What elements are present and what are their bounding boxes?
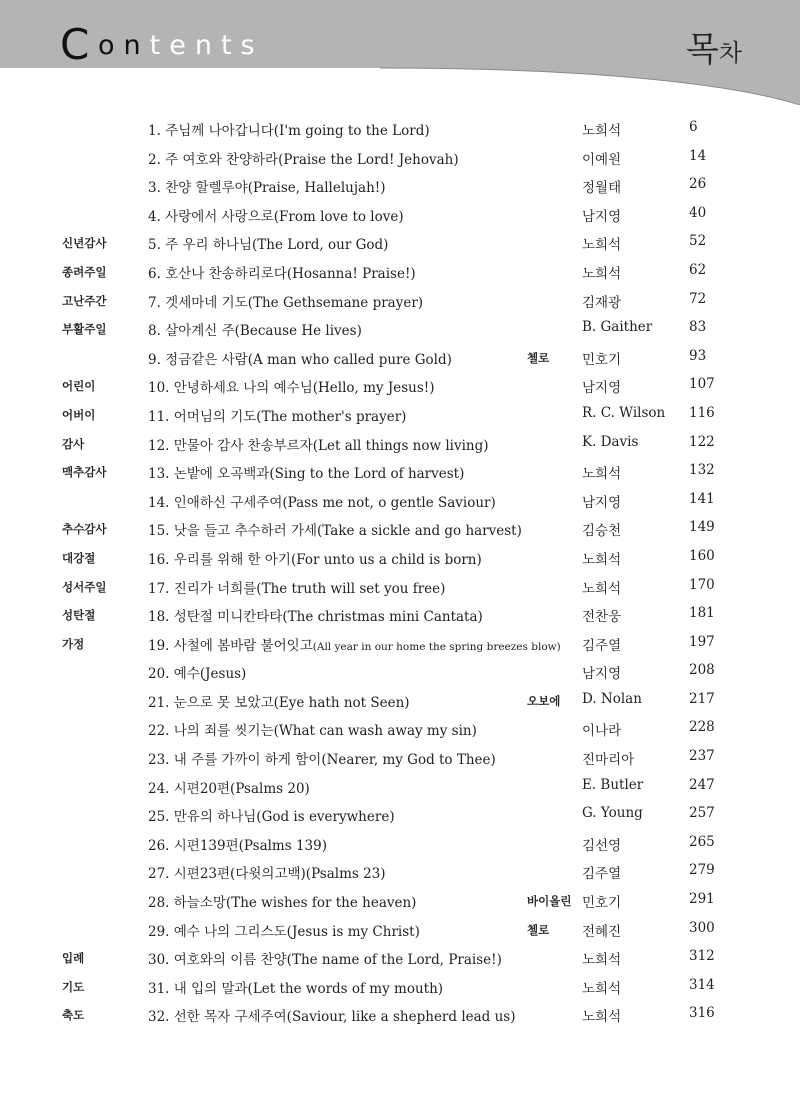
toc-composer: K. Davis — [582, 433, 639, 450]
toc-category: 성서주일 — [62, 579, 107, 594]
toc-row[interactable] — [0, 856, 800, 885]
contents-title-dark: on — [98, 30, 150, 61]
toc-page-number: 181 — [689, 605, 715, 622]
toc-page-number: 247 — [689, 776, 715, 793]
toc-composer: G. Young — [582, 805, 643, 822]
toc-row[interactable] — [0, 914, 800, 943]
toc-category: 신년감사 — [62, 236, 107, 251]
toc-page-number: 312 — [689, 948, 715, 965]
contents-title-light: tents — [149, 30, 264, 61]
contents-title-initial: C — [60, 20, 90, 69]
toc-title: 12. 만물아 감사 찬송부르자(Let all things now living) — [148, 437, 489, 454]
toc-title: 16. 우리를 위해 한 아기(For unto us a child is born) — [148, 551, 482, 568]
toc-instrument: 첼로 — [527, 350, 550, 365]
toc-page-number: 237 — [689, 748, 715, 765]
toc-title: 20. 예수(Jesus) — [148, 666, 247, 683]
toc-row[interactable] — [0, 885, 800, 914]
toc-page-number: 40 — [689, 204, 707, 221]
toc-row[interactable] — [0, 571, 800, 600]
toc-title: 17. 진리가 너희를(The truth will set you free) — [148, 580, 446, 597]
toc-category: 기도 — [62, 979, 85, 994]
toc-page-number: 72 — [689, 290, 707, 307]
toc-composer: 정월태 — [582, 180, 622, 197]
toc-title: 1. 주님께 나아갑니다(I'm going to the Lord) — [148, 123, 430, 139]
toc-title-main: 19. 사철에 봄바람 불어잇고 — [148, 637, 313, 654]
toc-page-number: 316 — [689, 1005, 715, 1022]
toc-page-number: 291 — [689, 891, 715, 908]
toc-list — [0, 113, 800, 1028]
toc-title — [148, 634, 561, 654]
toc-page-number: 107 — [689, 376, 715, 393]
toc-composer: 이나라 — [582, 723, 622, 740]
toc-category: 입례 — [62, 951, 85, 966]
toc-category: 어버이 — [62, 407, 96, 422]
toc-page-number: 208 — [689, 662, 715, 679]
toc-composer: D. Nolan — [582, 690, 642, 707]
toc-title: 11. 어머님의 기도(The mother's prayer) — [148, 408, 407, 425]
toc-title: 25. 만유의 하나님(God is everywhere) — [148, 809, 395, 826]
toc-composer: 노희석 — [582, 1009, 622, 1026]
toc-row[interactable] — [0, 942, 800, 971]
toc-row[interactable] — [0, 799, 800, 828]
toc-title: 23. 내 주를 가까이 하게 함이(Nearer, my God to Thee) — [148, 752, 496, 769]
toc-category: 추수감사 — [62, 522, 107, 537]
toc-row[interactable] — [0, 599, 800, 628]
toc-row[interactable] — [0, 713, 800, 742]
toc-page-number: 14 — [689, 147, 707, 164]
toc-title: 9. 정금같은 사람(A man who called pure Gold) — [148, 351, 452, 368]
toc-row[interactable] — [0, 256, 800, 285]
toc-title: 14. 인애하신 구세주여(Pass me not, o gentle Saviour) — [148, 494, 496, 511]
toc-composer: 민호기 — [582, 895, 622, 912]
toc-page-number: 141 — [689, 490, 715, 507]
toc-title: 30. 여호와의 이름 찬양(The name of the Lord, Praise!) — [148, 952, 502, 969]
toc-page-number: 279 — [689, 862, 715, 879]
toc-page-number: 170 — [689, 576, 715, 593]
korean-title-big: 목 — [685, 30, 719, 70]
toc-page-number: 160 — [689, 547, 715, 564]
toc-row[interactable] — [0, 685, 800, 714]
toc-composer: 노희석 — [582, 980, 622, 997]
toc-composer: 김승천 — [582, 523, 622, 540]
korean-title-small: 차 — [718, 39, 742, 67]
toc-composer: 노희석 — [582, 123, 622, 139]
toc-title: 21. 눈으로 못 보았고(Eye hath not Seen) — [148, 694, 410, 711]
toc-instrument: 바이올린 — [527, 894, 572, 909]
toc-page-number: 52 — [689, 233, 707, 250]
toc-title: 6. 호산나 찬송하리로다(Hosanna! Praise!) — [148, 265, 416, 282]
toc-category: 종려주일 — [62, 264, 107, 279]
toc-composer: 민호기 — [582, 351, 622, 368]
toc-row[interactable] — [0, 370, 800, 399]
toc-composer: 남지영 — [582, 380, 622, 397]
toc-composer: 김주열 — [582, 866, 622, 883]
toc-row[interactable] — [0, 513, 800, 542]
toc-page-number: 217 — [689, 690, 715, 707]
toc-composer: 노희석 — [582, 265, 622, 282]
toc-page-number: 257 — [689, 805, 715, 822]
toc-composer: 노희석 — [582, 580, 622, 597]
toc-composer: 노희석 — [582, 551, 622, 568]
toc-page-number: 228 — [689, 719, 715, 736]
toc-row[interactable] — [0, 828, 800, 857]
toc-title: 28. 하늘소망(The wishes for the heaven) — [148, 895, 417, 912]
toc-title: 10. 안녕하세요 나의 예수님(Hello, my Jesus!) — [148, 380, 435, 397]
toc-row[interactable] — [0, 399, 800, 428]
toc-composer: 전혜진 — [582, 923, 622, 940]
toc-category: 축도 — [62, 1008, 85, 1023]
toc-category: 어린이 — [62, 379, 96, 394]
toc-page-number: 265 — [689, 833, 715, 850]
toc-page-number: 132 — [689, 462, 715, 479]
toc-category: 고난주간 — [62, 293, 107, 308]
toc-title: 3. 찬양 할렐루야(Praise, Hallelujah!) — [148, 180, 386, 197]
toc-page-number: 26 — [689, 176, 707, 193]
toc-page-number: 122 — [689, 433, 715, 450]
contents-title — [98, 30, 264, 61]
toc-title: 26. 시편139편(Psalms 139) — [148, 837, 327, 854]
toc-row[interactable] — [0, 999, 800, 1028]
toc-title-subtitle: (All year in our home the spring breezes blow) — [312, 640, 561, 653]
toc-composer: 남지영 — [582, 208, 622, 225]
toc-row[interactable] — [0, 227, 800, 256]
toc-composer: 전찬웅 — [582, 609, 622, 626]
toc-title: 24. 시편20편(Psalms 20) — [148, 780, 310, 797]
toc-composer: 남지영 — [582, 666, 622, 683]
toc-row[interactable] — [0, 628, 800, 657]
toc-title: 15. 낫을 들고 추수하러 가세(Take a sickle and go harvest) — [148, 523, 522, 540]
toc-category: 맥추감사 — [62, 465, 107, 480]
toc-category: 부활주일 — [62, 322, 107, 337]
toc-page-number: 93 — [689, 347, 707, 364]
toc-page-number: 6 — [689, 119, 698, 135]
toc-title: 2. 주 여호와 찬양하라(Praise the Lord! Jehovah) — [148, 151, 459, 168]
toc-composer: 노희석 — [582, 466, 622, 483]
toc-title: 18. 성탄절 미니칸타타(The christmas mini Cantata) — [148, 609, 483, 626]
toc-composer: 진마리아 — [582, 752, 635, 769]
toc-row[interactable] — [0, 428, 800, 457]
toc-page-number: 314 — [689, 976, 715, 993]
toc-title: 5. 주 우리 하나님(The Lord, our God) — [148, 237, 389, 254]
toc-row[interactable] — [0, 485, 800, 514]
toc-composer: 김주열 — [582, 637, 622, 654]
toc-composer: 이예원 — [582, 151, 622, 168]
toc-row[interactable] — [0, 342, 800, 371]
toc-row[interactable] — [0, 656, 800, 685]
toc-instrument: 첼로 — [527, 922, 550, 937]
toc-category: 가정 — [62, 636, 85, 651]
toc-page-number: 116 — [689, 404, 715, 421]
toc-category: 대강절 — [62, 550, 96, 565]
toc-page-number: 300 — [689, 919, 715, 936]
toc-composer: R. C. Wilson — [582, 404, 666, 421]
toc-title: 27. 시편23편(다윗의고백)(Psalms 23) — [148, 866, 386, 883]
page-header — [0, 0, 800, 105]
toc-row[interactable] — [0, 285, 800, 314]
toc-category: 감사 — [62, 436, 85, 451]
toc-composer: E. Butler — [582, 776, 644, 793]
toc-title: 7. 겟세마네 기도(The Gethsemane prayer) — [148, 294, 424, 311]
toc-row[interactable] — [0, 742, 800, 771]
toc-row[interactable] — [0, 313, 800, 342]
toc-page-number: 149 — [689, 519, 715, 536]
toc-row[interactable] — [0, 142, 800, 171]
toc-title: 4. 사랑에서 사랑으로(From love to love) — [148, 208, 404, 225]
toc-title: 32. 선한 목자 구세주여(Saviour, like a shepherd lead us) — [148, 1009, 516, 1026]
toc-row[interactable] — [0, 971, 800, 1000]
toc-row[interactable] — [0, 113, 800, 142]
toc-row[interactable] — [0, 456, 800, 485]
toc-composer: 남지영 — [582, 494, 622, 511]
toc-title: 22. 나의 죄를 씻기는(What can wash away my sin) — [148, 723, 477, 740]
toc-instrument: 오보에 — [527, 693, 561, 708]
toc-category: 성탄절 — [62, 608, 96, 623]
korean-title — [686, 22, 742, 71]
toc-row[interactable] — [0, 170, 800, 199]
toc-composer: 김재광 — [582, 294, 622, 311]
toc-row[interactable] — [0, 771, 800, 800]
toc-page-number: 62 — [689, 261, 707, 278]
toc-composer: 김선영 — [582, 837, 622, 854]
toc-page-number: 197 — [689, 633, 715, 650]
toc-page-number: 83 — [689, 319, 707, 336]
toc-title: 29. 예수 나의 그리스도(Jesus is my Christ) — [148, 923, 420, 940]
toc-row[interactable] — [0, 542, 800, 571]
toc-composer: 노희석 — [582, 952, 622, 969]
toc-composer: 노희석 — [582, 237, 622, 254]
toc-title: 8. 살아계신 주(Because He lives) — [148, 323, 362, 340]
toc-title: 13. 논밭에 오곡백과(Sing to the Lord of harvest) — [148, 466, 465, 483]
toc-row[interactable] — [0, 199, 800, 228]
toc-title: 31. 내 입의 말과(Let the words of my mouth) — [148, 980, 444, 997]
toc-composer: B. Gaither — [582, 319, 653, 336]
